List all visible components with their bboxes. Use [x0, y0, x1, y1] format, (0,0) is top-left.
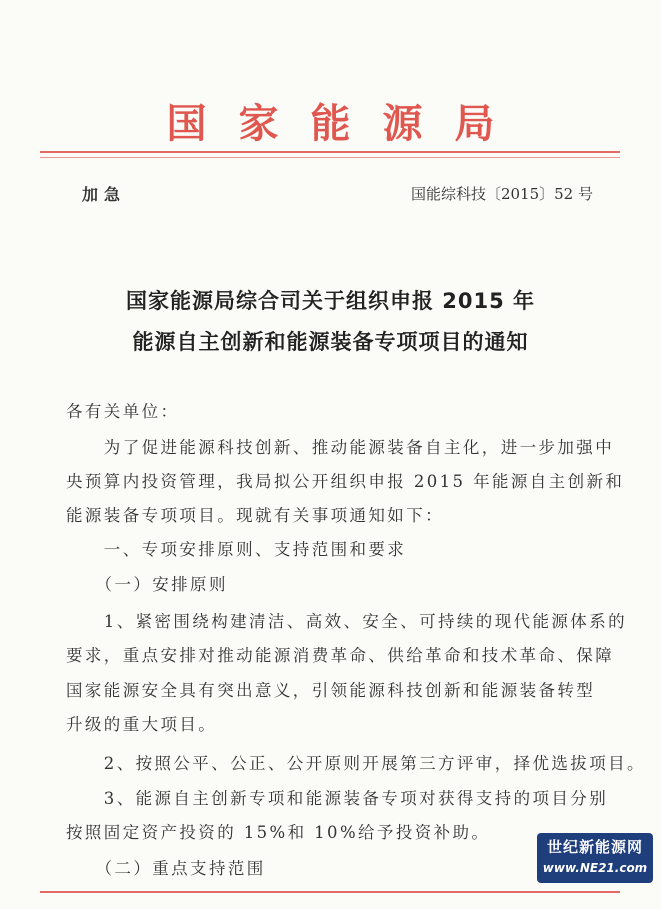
- document-title-line-1: 国家能源局综合司关于组织申报 2015 年: [125, 289, 536, 313]
- urgency-label: 加急: [82, 185, 127, 204]
- body-line: 要求，重点安排对推动能源消费革命、供给革命和技术革命、保障: [66, 646, 615, 665]
- footer-red-rule: [40, 891, 620, 893]
- body-line: 2、按照公平、公正、公开原则开展第三方评审，择优选拔项目。: [66, 754, 646, 773]
- body-line: 央预算内投资管理，我局拟公开组织申报 2015 年能源自主创新和: [66, 472, 625, 491]
- letterhead-red-rule-thin: [40, 157, 620, 158]
- body-line: 3、能源自主创新专项和能源装备专项对获得支持的项目分别: [66, 789, 609, 808]
- body-line: 各有关单位：: [66, 402, 180, 421]
- body-line: （一）安排原则: [66, 575, 228, 594]
- document-number: 国能综科技〔2015〕52 号: [410, 185, 593, 203]
- body-line: 1、紧密围绕构建清洁、高效、安全、可持续的现代能源体系的: [66, 612, 627, 631]
- watermark-name: 世纪新能源网: [546, 838, 643, 856]
- body-line: 国家能源安全具有突出意义，引领能源科技创新和能源装备转型: [66, 681, 596, 700]
- watermark-url: www.NE21.com: [542, 861, 648, 875]
- body-line: 升级的重大项目。: [66, 715, 218, 734]
- letterhead-red-rule: [40, 151, 620, 153]
- document-title-line-2: 能源自主创新和能源装备专项项目的通知: [132, 330, 529, 354]
- body-line: 能源装备专项项目。现就有关事项通知如下：: [66, 506, 444, 525]
- body-line: （二）重点支持范围: [66, 859, 266, 878]
- site-watermark-logo[interactable]: [537, 833, 653, 883]
- body-line: 为了促进能源科技创新、推动能源装备自主化，进一步加强中: [66, 438, 615, 457]
- agency-letterhead: 国家能源局: [166, 100, 527, 147]
- body-line: 一、专项安排原则、支持范围和要求: [66, 540, 407, 559]
- body-line: 按照固定资产投资的 15%和 10%给予投资补助。: [66, 823, 491, 842]
